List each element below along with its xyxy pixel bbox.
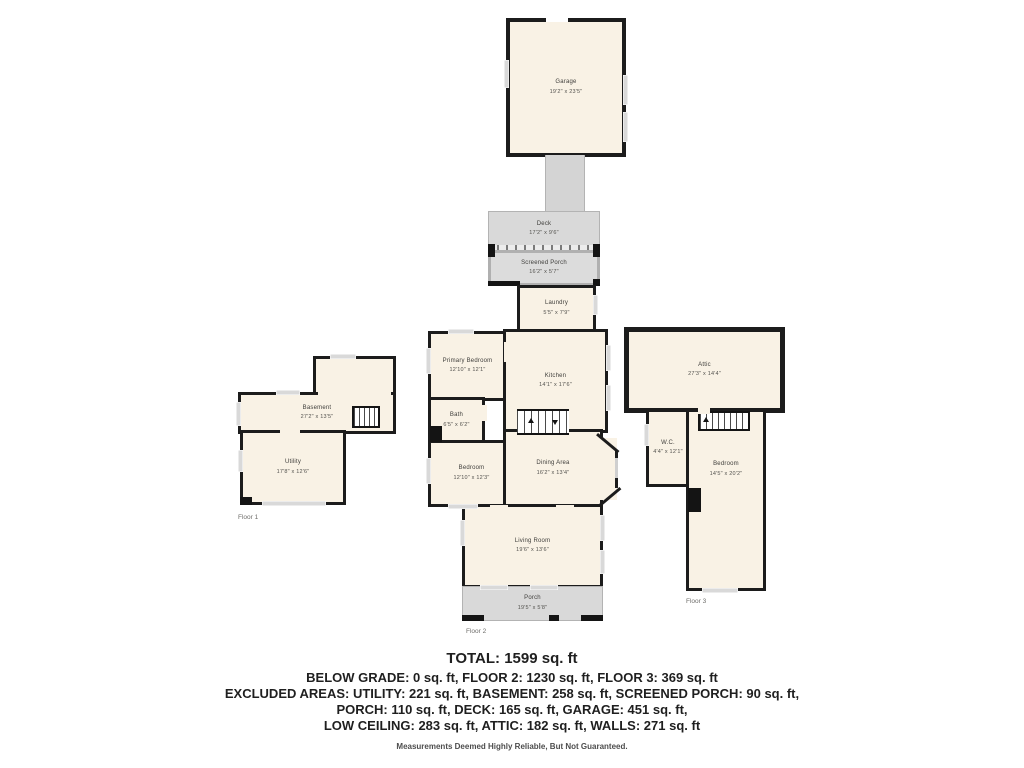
room-dimensions: 27'2" x 13'5" [300,414,334,421]
room-label [277,458,310,476]
window-marker [276,390,300,395]
floor3-label: Floor 3 [686,598,707,605]
window-marker [623,112,628,142]
room-label [518,594,548,612]
wall-post [488,250,495,257]
room-label [653,439,683,457]
room-dimensions: 16'2" x 5'7" [529,269,559,276]
window-marker [606,345,611,371]
window-marker [504,60,509,88]
room-name: Bedroom [458,465,485,472]
room-garage [506,18,626,157]
room-label [550,78,583,96]
window-marker [623,75,628,105]
wall-opening [546,16,568,22]
window-marker [426,348,431,374]
window-marker [615,458,618,478]
window-marker [330,354,356,359]
room-dimensions: 19'6" x 13'6" [516,547,549,554]
wall-segment [240,497,252,505]
room-label [543,299,569,317]
summary-line: EXCLUDED AREAS: UTILITY: 221 sq. ft, BASEMENT: 258 sq. ft, SCREENED PORCH: 90 sq. ft, [224,686,800,701]
room-name: Screened Porch [521,259,567,266]
staircase-floor2 [517,409,569,435]
window-marker [600,550,605,574]
window-marker [448,504,478,509]
window-marker [644,424,649,446]
disclaimer-text: Measurements Deemed Highly Reliable, But Not Guaranteed. [396,742,628,751]
room-dimensions: 12'10" x 12'3" [453,474,490,481]
room-name: Kitchen [544,372,567,379]
walkway [545,155,585,213]
area-deck [488,211,600,247]
room-label [521,259,567,277]
room-label [529,220,559,238]
wall-segment [462,615,484,621]
stair-direction-arrow [528,418,534,423]
window-marker [448,329,474,334]
room-label [539,372,572,390]
room-dimensions: 12'10" x 12'1" [449,367,486,374]
staircase-basement [352,406,380,428]
window-marker [236,402,241,426]
room-dimensions: 14'5" x 20'2" [709,470,743,477]
door-opening [512,452,517,470]
room-dimensions: 4'4" x 12'1" [653,449,683,456]
room-label [515,537,551,555]
room-label [453,464,489,482]
window-marker [702,588,738,593]
room-dimensions: 19'5" x 5'8" [517,604,548,611]
summary-line: BELOW GRADE: 0 sq. ft, FLOOR 2: 1230 sq. ft, FLOOR 3: 369 sq. ft [306,670,718,685]
room-name: W.C. [661,439,675,446]
window-marker [238,450,243,472]
wall-segment [549,615,559,621]
window-marker [426,458,431,484]
room-dimensions: 16'2" x 13'4" [536,469,570,476]
room-name: Basement [302,404,332,411]
room-name: Attic [698,361,711,368]
window-marker [600,515,605,541]
wall-segment [581,615,603,621]
stair-direction-arrow [552,420,558,425]
room-label [443,357,493,375]
door-opening [482,405,487,421]
closet-block [688,488,701,512]
summary-line: PORCH: 110 sq. ft, DECK: 165 sq. ft, GARAGE: 451 sq. ft, [336,702,688,717]
room-label [301,404,334,422]
window-marker [606,385,611,411]
wall-post [593,250,600,257]
room-dimensions: 14'1" x 17'6" [539,382,572,389]
room-name: Bath [449,412,464,419]
room-living-room [462,504,603,588]
floor2-label: Floor 2 [466,628,487,635]
door-opening [280,428,300,434]
window-marker [593,295,598,315]
fixture-block [430,426,442,442]
room-name: Bedroom [713,461,739,467]
window-marker [262,501,326,506]
room-dimensions: 19'2" x 23'5" [549,88,583,95]
room-name: Laundry [544,300,569,307]
window-marker [480,585,508,590]
room-dimensions: 6'5" x 6'2" [443,421,470,428]
room-label [710,460,743,478]
summary-line: LOW CEILING: 283 sq. ft, ATTIC: 182 sq. ft, WALLS: 271 sq. ft [323,718,701,733]
total-area: TOTAL: 1599 sq. ft [446,650,578,667]
room-utility [240,430,346,505]
room-label [443,411,469,429]
room-label [536,459,569,477]
room-wc [646,409,690,487]
door-opening [490,505,508,510]
door-opening [556,505,574,510]
room-bedroom-floor2 [428,440,515,507]
room-name: Garage [555,79,577,86]
room-primary-bedroom [428,331,507,401]
room-name: Living Room [514,537,551,544]
floor1-label: Floor 1 [238,514,259,521]
window-marker [460,520,465,546]
room-name: Deck [536,220,552,227]
stair-direction-arrow [703,417,709,422]
room-name: Dining Area [536,460,570,467]
area-summary [0,650,1024,751]
room-attic [624,327,785,413]
room-name: Porch [524,595,541,602]
room-label [688,361,721,379]
room-name: Utility [284,459,302,466]
room-dining-area [503,429,603,508]
room-dimensions: 5'5" x 7'9" [543,309,570,316]
wall-segment [488,281,520,286]
door-opening [504,342,509,362]
window-marker [530,585,558,590]
room-dimensions: 27'3" x 14'4" [688,371,721,378]
room-dimensions: 17'2" x 9'6" [529,230,559,237]
room-laundry [517,285,596,332]
room-name: Primary Bedroom [442,357,493,364]
stair-opening [698,408,710,414]
room-dimensions: 17'8" x 12'6" [276,468,310,475]
room-join [318,390,391,398]
